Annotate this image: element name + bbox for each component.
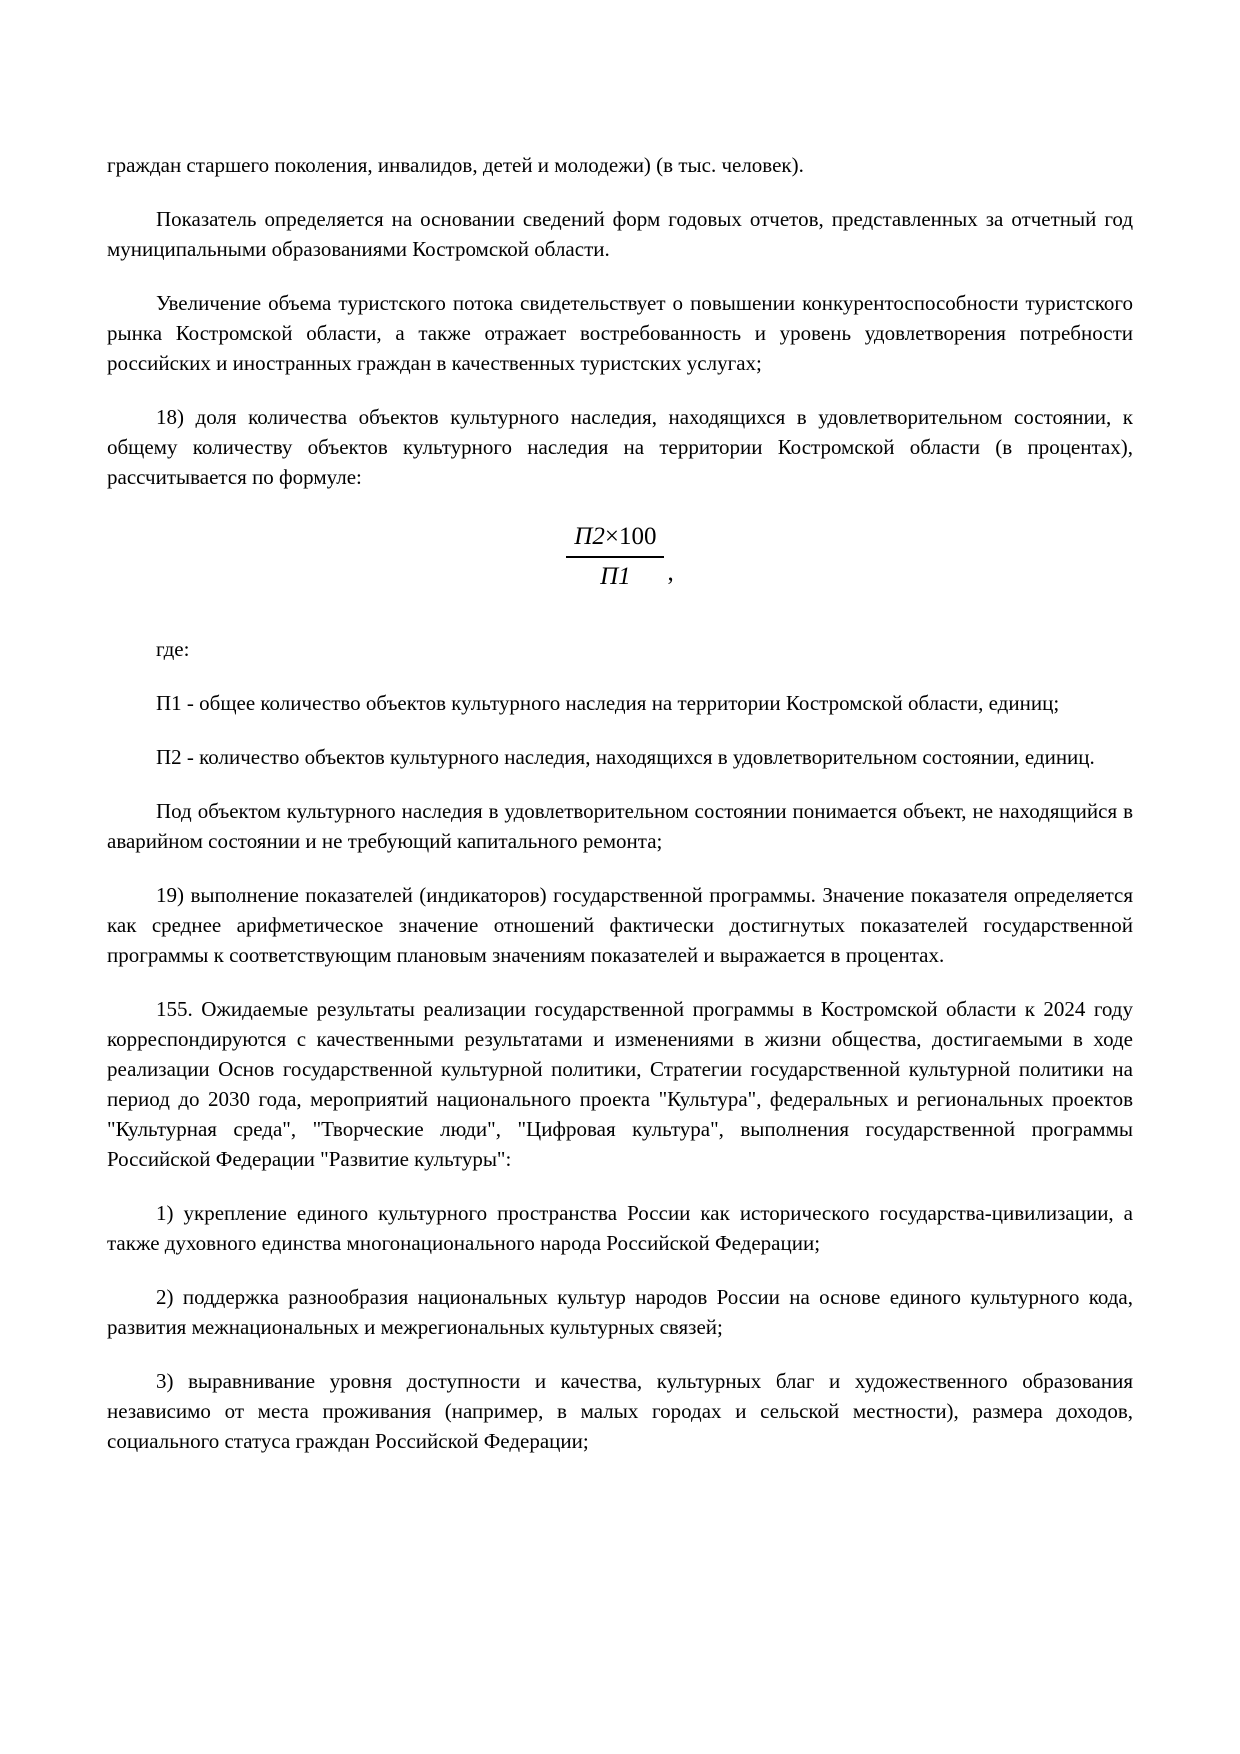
formula-multiplier: ×100 bbox=[604, 523, 657, 550]
paragraph: 3) выравнивание уровня доступности и качества, культурных благ и художественного образования независимо от места проживания (например, в малых городах и сельской местности), размера доходов, социального статуса граждан Российской Федерации; bbox=[107, 1369, 1133, 1453]
formula bbox=[107, 522, 1133, 592]
paragraph: граждан старшего поколения, инвалидов, детей и молодежи) (в тыс. человек). bbox=[107, 153, 804, 177]
paragraph: 19) выполнение показателей (индикаторов) государственной программы. Значение показателя определяется как среднее арифметическое значение отношений фактически достигнутых показателей государственной программы к соответствующим плановым значениям показателей и выражается в процентах. bbox=[107, 883, 1133, 967]
formula-numerator bbox=[566, 522, 664, 556]
paragraph: П2 - количество объектов культурного наследия, находящихся в удовлетворительном состоянии, единиц. bbox=[156, 745, 1095, 769]
paragraph: 18) доля количества объектов культурного наследия, находящихся в удовлетворительном состоянии, к общему количеству объектов культурного наследия на территории Костромской области (в процентах), рассчитывается по формуле: bbox=[107, 405, 1133, 489]
formula-variable-p1: П1 bbox=[600, 563, 631, 590]
paragraph: где: bbox=[156, 637, 190, 661]
fraction bbox=[566, 522, 664, 592]
paragraph: 1) укрепление единого культурного пространства России как исторического государства-цивилизации, а также духовного единства многонационального народа Российской Федерации; bbox=[107, 1201, 1133, 1255]
formula-variable-p2: П2 bbox=[574, 523, 605, 550]
paragraph: Под объектом культурного наследия в удовлетворительном состоянии понимается объект, не находящийся в аварийном состоянии и не требующий капитального ремонта; bbox=[107, 799, 1133, 853]
formula-comma: , bbox=[667, 559, 674, 586]
paragraph: 155. Ожидаемые результаты реализации государственной программы в Костромской области к 2024 году корреспондируются с качественными результатами и изменениями в жизни общества, достигаемыми в ходе реализации Основ государственной культурной политики, Стратегии государственной культурной политики на период до 2030 года, мероприятий национального проекта "Культура", федеральных и региональных проектов "Культурная среда", "Творческие люди", "Цифровая культура", выполнения государственной программы Российской Федерации "Развитие культуры": bbox=[107, 997, 1133, 1171]
paragraph: Увеличение объема туристского потока свидетельствует о повышении конкурентоспособности туристского рынка Костромской области, а также отражает востребованность и уровень удовлетворения потребности российских и иностранных граждан в качественных туристских услугах; bbox=[107, 291, 1133, 375]
formula-denominator bbox=[566, 556, 664, 592]
paragraph: 2) поддержка разнообразия национальных культур народов России на основе единого культурного кода, развития межнациональных и межрегиональных культурных связей; bbox=[107, 1285, 1133, 1339]
paragraph: П1 - общее количество объектов культурного наследия на территории Костромской области, единиц; bbox=[156, 691, 1060, 715]
paragraph: Показатель определяется на основании сведений форм годовых отчетов, представленных за отчетный год муниципальными образованиями Костромской области. bbox=[107, 207, 1133, 261]
